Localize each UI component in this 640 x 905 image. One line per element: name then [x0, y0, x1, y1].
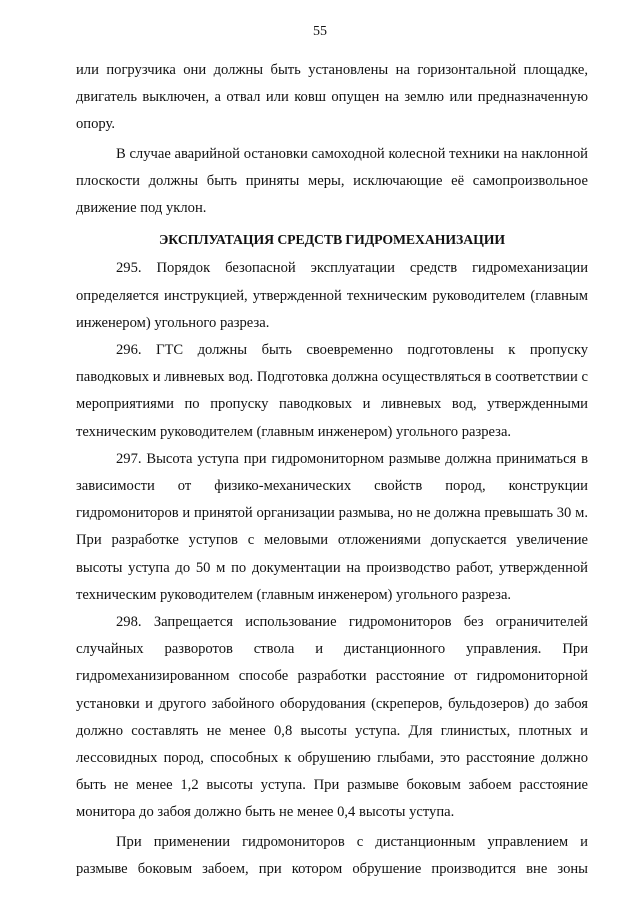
section-heading: ЭКСПЛУАТАЦИЯ СРЕДСТВ ГИДРОМЕХАНИЗАЦИИ — [159, 232, 505, 248]
page-number: 55 — [313, 24, 327, 39]
paragraph-295: 295. Порядок безопасной эксплуатации средств гидромеханизации определяется инструкцией, утвержденной техническим руководителем (главным инженером) угольного разреза. — [76, 260, 588, 331]
paragraph-continuation: или погрузчика они должны быть установлены на горизонтальной площадке, двигатель выключен, а отвал или ковш опущен на землю или предназначенную опору. — [76, 62, 588, 133]
paragraph-emergency-stop: В случае аварийной остановки самоходной колесной техники на наклонной плоскости должны быть приняты меры, исключающие её самопроизвольное движение под уклон. — [76, 145, 588, 217]
paragraph-remote-control: При применении гидромониторов с дистанционным управлением и размыве боковым забоем, при котором обрушение производится вне зоны — [76, 833, 588, 877]
document-body — [76, 57, 588, 883]
paragraph-298: 298. Запрещается использование гидромониторов без ограничителей случайных разворотов ствола и дистанционного управления. При гидромеханизированном способе разработки расстояние от гидромониторной установки и другого забойного оборудования (скреперов, бульдозеров) до забоя должно составлять не менее 0,8 высоты уступа. Для глинистых, плотных и лессовидных пород, способных к обрушению глыбами, это расстояние должно быть не менее 1,2 высоты уступа. При размыве боковым забоем расстояние монитора до забоя должно быть не менее 0,4 высоты уступа. — [76, 614, 588, 821]
paragraph-296: 296. ГТС должны быть своевременно подготовлены к пропуску паводковых и ливневых вод. Подготовка должна осуществляться в соответствии с мероприятиями по пропуску паводковых и ливневых вод, утвержденными техническим руководителем (главным инженером) угольного разреза. — [76, 342, 588, 440]
paragraph-297: 297. Высота уступа при гидромониторном размыве должна приниматься в зависимости от физико-механических свойств пород, конструкции гидромониторов и принятой организации размыва, но не должна превышать 30 м. При разработке уступов с меловыми отложениями допускается увеличение высоты уступа до 50 м по документации на производство работ, утвержденной техническим руководителем (главным инженером) угольного разреза. — [76, 450, 588, 603]
